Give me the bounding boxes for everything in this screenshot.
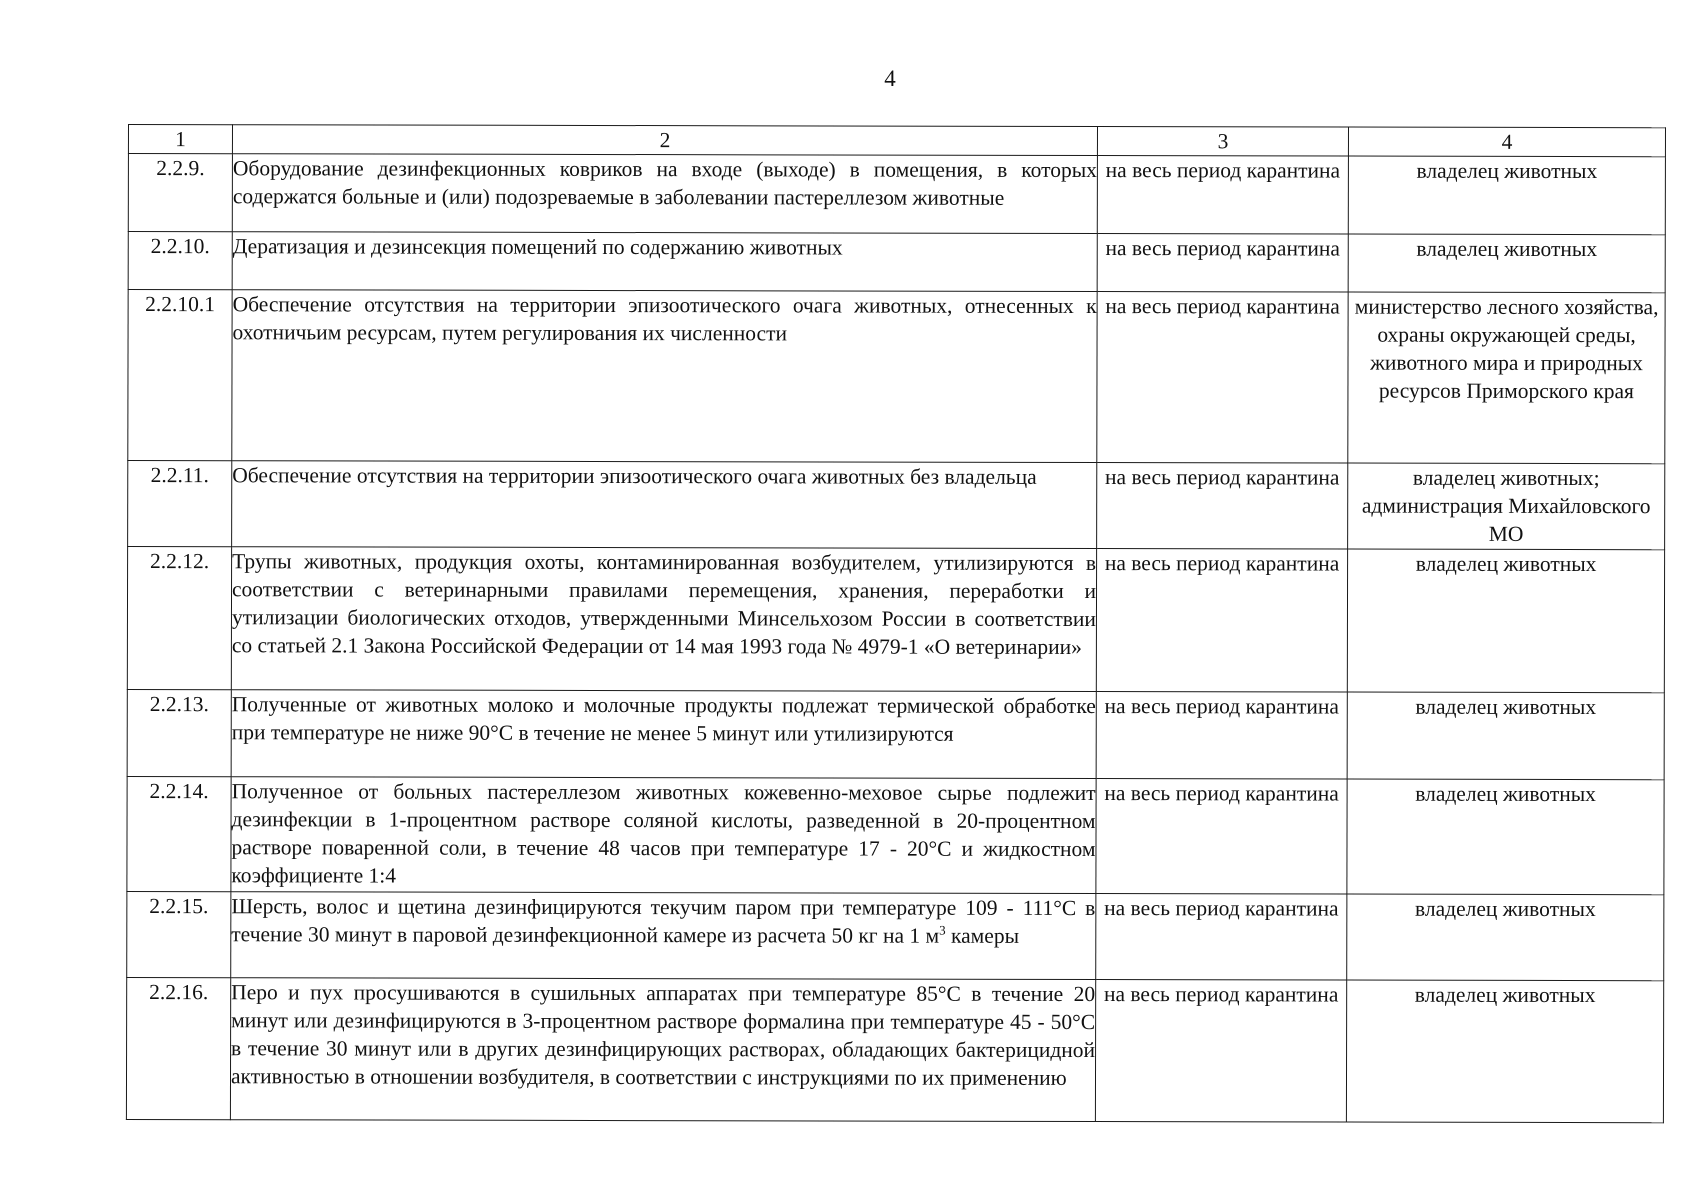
table-row — [128, 290, 1665, 464]
row-responsible: владелец животных — [1347, 692, 1664, 780]
row-description: Оборудование дезинфекционных ковриков на входе (выходе) в помещения, в которых содержатся больные и (или) подозреваемые в заболевании пастереллезом животные — [232, 154, 1097, 234]
page-number: 4 — [884, 66, 896, 91]
row-description: Дератизация и дезинсекция помещений по содержанию животных — [232, 232, 1097, 292]
table-row — [128, 154, 1665, 235]
superscript-exponent: 3 — [939, 922, 946, 938]
row-responsible: владелец животных — [1347, 549, 1664, 693]
row-description: Полученные от животных молоко и молочные продукты подлежат термической обработке при температуре не ниже 90°С в течение не менее 5 минут или утилизируются — [231, 690, 1096, 779]
table-row — [126, 977, 1663, 1122]
row-period: на весь период карантина — [1097, 292, 1348, 464]
row-description-tail: камеры — [945, 923, 1020, 948]
header-row — [128, 125, 1665, 157]
header-col-1: 1 — [128, 125, 232, 154]
row-number: 2.2.10. — [128, 232, 232, 290]
header-col-3: 3 — [1097, 127, 1348, 157]
measures-table — [126, 124, 1666, 1123]
table-row — [127, 547, 1664, 693]
row-period: на весь период карантина — [1096, 894, 1347, 981]
row-number: 2.2.9. — [128, 154, 232, 232]
row-period: на весь период карантина — [1096, 692, 1347, 780]
table-row — [127, 776, 1664, 894]
row-description: Обеспечение отсутствия на территории эпизоотического очага животных без владельца — [232, 461, 1097, 549]
table-row — [128, 461, 1665, 550]
row-description: Перо и пух просушиваются в сушильных аппаратах при температуре 85°С в течение 20 минут или дезинфицируются в 3-процентном растворе формалина при температуре 45 - 50°С в течение 30 минут или в других дезинфицирующих растворах, обладающих бактерицидной активностью в отношении возбудителя, в соответствии с инструкциями по их применению — [230, 978, 1095, 1122]
row-period: на весь период карантина — [1096, 779, 1347, 895]
row-responsible: владелец животных — [1347, 779, 1664, 895]
row-number: 2.2.13. — [127, 689, 231, 776]
row-number: 2.2.15. — [127, 891, 231, 977]
table-row — [127, 891, 1664, 980]
row-period: на весь период карантина — [1095, 980, 1346, 1123]
row-period: на весь период карантина — [1097, 463, 1348, 550]
row-responsible: министерство лесного хозяйства, охраны окружающей среды, животного мира и природных ресурсов Приморского края — [1348, 292, 1665, 464]
row-description-text: Шерсть, волос и щетина дезинфицируются текучим паром при температуре 109 - 111°С в течение 30 минут в паровой дезинфекционной камере из расчета 50 кг на 1 м — [231, 894, 1096, 948]
row-description: Полученное от больных пастереллезом животных кожевенно-меховое сырье подлежит дезинфекции в 1-процентном растворе соляной кислоты, разведенной в 20-процентном растворе поваренной соли, в течение 48 часов при температуре 17 - 20°С и жидкостном коэффициенте 1:4 — [231, 777, 1096, 894]
row-number: 2.2.12. — [127, 547, 231, 690]
row-number: 2.2.10.1 — [128, 290, 232, 461]
header-col-2: 2 — [232, 125, 1097, 156]
row-responsible: владелец животных — [1348, 156, 1665, 235]
row-number: 2.2.11. — [128, 461, 232, 547]
row-number: 2.2.16. — [126, 977, 230, 1119]
row-description — [231, 892, 1096, 980]
row-responsible: владелец животных — [1347, 894, 1664, 981]
row-period: на весь период карантина — [1096, 549, 1347, 693]
table-row — [127, 689, 1664, 779]
row-number: 2.2.14. — [127, 776, 231, 891]
row-period: на весь период карантина — [1097, 234, 1348, 293]
header-col-4: 4 — [1348, 127, 1665, 157]
row-responsible: владелец животных; администрация Михайловского МО — [1348, 463, 1665, 550]
row-responsible: владелец животных — [1348, 234, 1665, 293]
row-responsible: владелец животных — [1346, 980, 1663, 1123]
table-row — [128, 232, 1665, 293]
row-description: Обеспечение отсутствия на территории эпизоотического очага животных, отнесенных к охотничьим ресурсам, путем регулирования их численности — [232, 290, 1097, 463]
row-description: Трупы животных, продукция охоты, контаминированная возбудителем, утилизируются в соответствии с ветеринарными правилами перемещения, хранения, переработки и утилизации биологических отходов, утвержденными Минсельхозом России в соответствии со статьей 2.1 Закона Российской Федерации от 14 мая 1993 года № 4979-1 «О ветеринарии» — [231, 547, 1096, 692]
row-period: на весь период карантина — [1097, 156, 1348, 235]
